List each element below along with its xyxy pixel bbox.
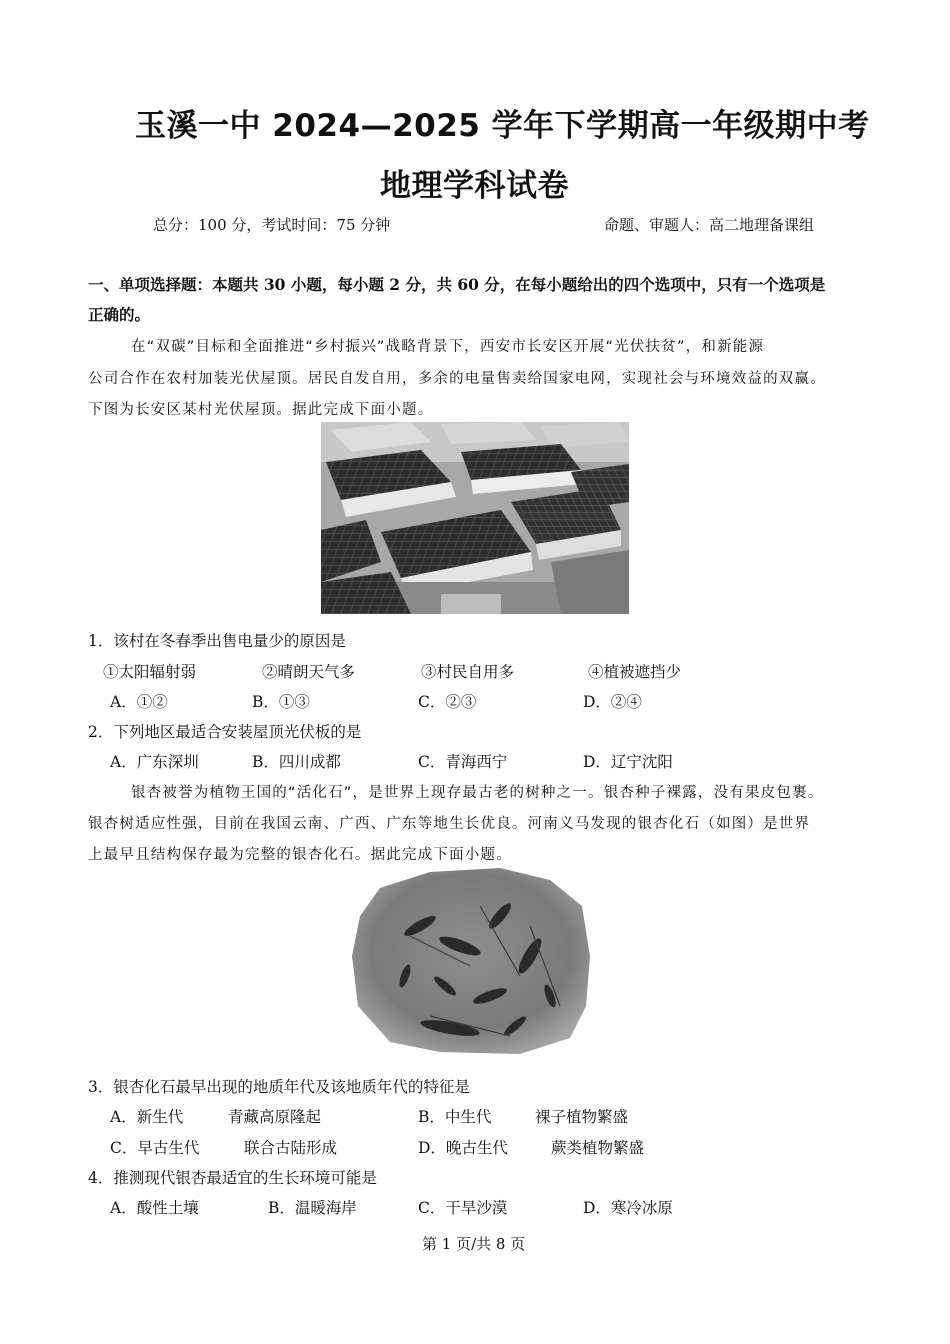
- exam-title-line1: 玉溪一中 2024—2025 学年下学期高一年级期中考: [135, 108, 870, 144]
- passage2-line1: 银杏被誉为植物王国的“活化石”，是世界上现存最古老的树种之一。银杏种子裸露，没有果皮包裹。: [131, 785, 824, 801]
- q1-stem: 1．该村在冬春季出售电量少的原因是: [88, 632, 346, 650]
- q4-option-a[interactable]: A．酸性土壤: [110, 1199, 199, 1217]
- passage1-line3: 下图为长安区某村光伏屋顶。据此完成下面小题。: [88, 402, 434, 418]
- q1-item-3: ③村民自用多: [421, 663, 515, 681]
- passage2-line2: 银杏树适应性强，目前在我国云南、广西、广东等地生长优良。河南义马发现的银杏化石（如图）是世界: [88, 816, 811, 832]
- q4-option-d[interactable]: D．寒冷冰原: [583, 1199, 673, 1217]
- exam-title-line2: 地理学科试卷: [380, 168, 569, 204]
- q3-option-a-era[interactable]: A．新生代: [110, 1108, 184, 1126]
- ginkgo-fossil-photo: [350, 866, 594, 1056]
- q4-stem: 4．推测现代银杏最适宜的生长环境可能是: [88, 1169, 377, 1187]
- q4-option-b[interactable]: B．温暖海岸: [268, 1199, 357, 1217]
- passage1-line1: 在“双碳”目标和全面推进“乡村振兴”战略背景下，西安市长安区开展“光伏扶贫”，和新能源: [131, 339, 765, 355]
- q1-option-a[interactable]: A．①②: [110, 693, 168, 711]
- q1-item-1: ①太阳辐射弱: [103, 663, 197, 681]
- q3-option-c-era[interactable]: C．早古生代: [110, 1139, 200, 1157]
- passage2-line3: 上最早且结构保存最为完整的银杏化石。据此完成下面小题。: [88, 847, 512, 863]
- q3-option-b-era[interactable]: B．中生代: [418, 1108, 492, 1126]
- section-heading-line1: 一、单项选择题：本题共 30 小题，每小题 2 分，共 60 分，在每小题给出的四个选项中，只有一个选项是: [88, 275, 826, 294]
- q1-option-b[interactable]: B．①③: [252, 693, 310, 711]
- q4-option-c[interactable]: C．干旱沙漠: [418, 1199, 508, 1217]
- q3-option-b-feature: 裸子植物繁盛: [535, 1108, 629, 1126]
- q1-option-c[interactable]: C．②③: [418, 693, 477, 711]
- q2-option-a[interactable]: A．广东深圳: [110, 753, 199, 771]
- page-number: 第 1 页/共 8 页: [422, 1235, 526, 1253]
- q3-option-c-feature: 联合古陆形成: [244, 1139, 338, 1157]
- q1-item-2: ②晴朗天气多: [262, 663, 356, 681]
- q2-stem: 2．下列地区最适合安装屋顶光伏板的是: [88, 723, 362, 741]
- q1-item-4: ④植被遮挡少: [588, 663, 682, 681]
- passage1-line2: 公司合作在农村加装光伏屋顶。居民自发自用，多余的电量售卖给国家电网，实现社会与环境效益的双赢。: [88, 371, 826, 387]
- q3-option-a-feature: 青藏高原隆起: [228, 1108, 322, 1126]
- q3-stem: 3．银杏化石最早出现的地质年代及该地质年代的特征是: [88, 1078, 470, 1096]
- authors-info: 命题、审题人：高二地理备课组: [604, 216, 815, 234]
- q3-option-d-feature: 蕨类植物繁盛: [551, 1139, 645, 1157]
- q2-option-b[interactable]: B．四川成都: [252, 753, 341, 771]
- q3-option-d-era[interactable]: D．晚古生代: [418, 1139, 508, 1157]
- score-time-info: 总分：100 分，考试时间：75 分钟: [153, 216, 391, 234]
- q2-option-d[interactable]: D．辽宁沈阳: [583, 753, 673, 771]
- section-heading-line2: 正确的。: [88, 305, 151, 324]
- solar-roof-photo: [321, 422, 629, 614]
- q1-option-d[interactable]: D．②④: [583, 693, 642, 711]
- q2-option-c[interactable]: C．青海西宁: [418, 753, 508, 771]
